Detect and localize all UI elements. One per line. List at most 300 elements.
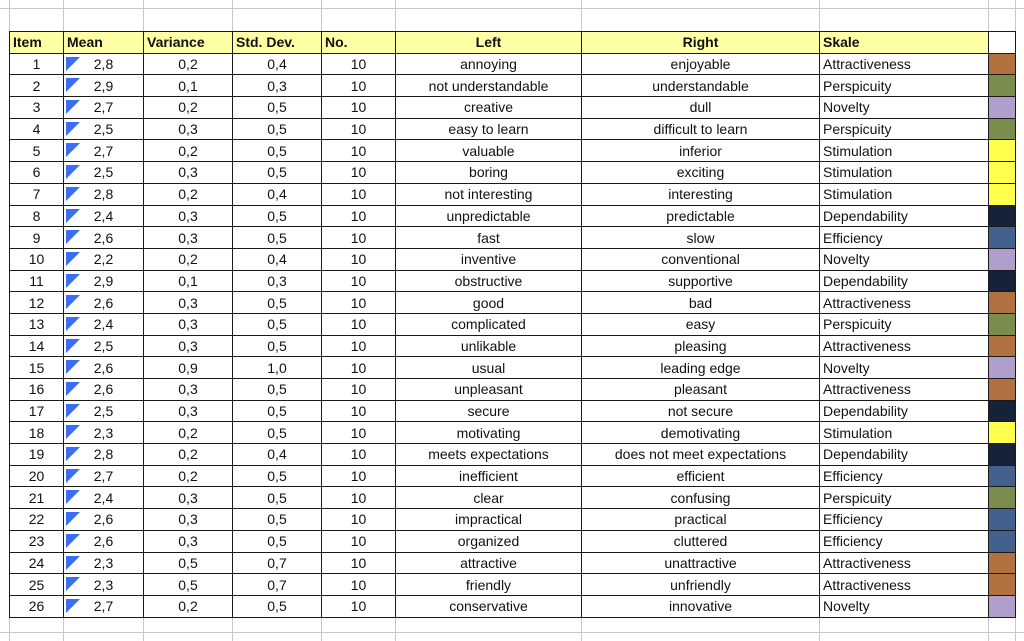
cell-no[interactable]: 10 [322,422,396,444]
cell-variance[interactable]: 0,2 [144,595,233,617]
comment-indicator-icon[interactable] [66,317,80,331]
comment-indicator-icon[interactable] [66,165,80,179]
cell-variance[interactable]: 0,3 [144,227,233,249]
cell-no[interactable]: 10 [322,140,396,162]
cell-variance[interactable]: 0,2 [144,140,233,162]
scale-color-swatch[interactable] [989,227,1016,249]
mean-value: 2,7 [93,468,114,485]
cell-left[interactable]: annoying [396,53,582,75]
cell-no[interactable]: 10 [322,292,396,314]
comment-indicator-icon[interactable] [66,404,80,418]
cell-skale[interactable]: Attractiveness [820,574,989,596]
cell-left[interactable]: meets expectations [396,444,582,466]
scale-color-swatch[interactable] [989,552,1016,574]
comment-indicator-icon[interactable] [66,143,80,157]
cell-std-dev[interactable]: 0,5 [233,335,322,357]
mean-value: 2,6 [93,294,114,311]
header-right[interactable]: Right [582,32,820,54]
cell-item[interactable]: 13 [10,313,64,335]
table-row [10,248,1016,270]
cell-skale[interactable]: Dependability [820,444,989,466]
cell-mean[interactable] [64,162,144,184]
cell-mean[interactable] [64,97,144,119]
cell-no[interactable]: 10 [322,270,396,292]
scale-color-swatch[interactable] [989,357,1016,379]
cell-right[interactable]: unattractive [582,552,820,574]
table-row [10,313,1016,335]
cell-variance[interactable]: 0,2 [144,97,233,119]
cell-left[interactable]: clear [396,487,582,509]
cell-right[interactable]: conventional [582,248,820,270]
cell-no[interactable]: 10 [322,465,396,487]
scale-color-swatch[interactable] [989,487,1016,509]
cell-no[interactable]: 10 [322,574,396,596]
cell-mean[interactable] [64,75,144,97]
cell-right[interactable]: confusing [582,487,820,509]
cell-skale[interactable]: Efficiency [820,227,989,249]
cell-left[interactable]: unpredictable [396,205,582,227]
header-mean[interactable]: Mean [64,32,144,54]
cell-right[interactable]: efficient [582,465,820,487]
table-row [10,270,1016,292]
cell-right[interactable]: practical [582,509,820,531]
cell-std-dev[interactable]: 0,4 [233,248,322,270]
cell-item[interactable]: 19 [10,444,64,466]
scale-color-swatch[interactable] [989,270,1016,292]
comment-indicator-icon[interactable] [66,469,80,483]
cell-std-dev[interactable]: 0,5 [233,400,322,422]
cell-left[interactable]: usual [396,357,582,379]
cell-mean[interactable] [64,400,144,422]
cell-skale[interactable]: Stimulation [820,162,989,184]
cell-no[interactable]: 10 [322,227,396,249]
cell-std-dev[interactable]: 0,5 [233,118,322,140]
header-item[interactable]: Item [10,32,64,54]
cell-variance[interactable]: 0,3 [144,487,233,509]
cell-left[interactable]: organized [396,530,582,552]
cell-skale[interactable]: Efficiency [820,465,989,487]
cell-no[interactable]: 10 [322,357,396,379]
cell-variance[interactable]: 0,3 [144,335,233,357]
cell-mean[interactable] [64,422,144,444]
cell-left[interactable]: complicated [396,313,582,335]
scale-color-swatch[interactable] [989,335,1016,357]
cell-std-dev[interactable]: 0,5 [233,227,322,249]
cell-no[interactable]: 10 [322,53,396,75]
cell-right[interactable]: demotivating [582,422,820,444]
cell-std-dev[interactable]: 0,5 [233,162,322,184]
cell-std-dev[interactable]: 0,5 [233,509,322,531]
scale-color-swatch[interactable] [989,292,1016,314]
cell-no[interactable]: 10 [322,75,396,97]
cell-std-dev[interactable]: 0,3 [233,270,322,292]
cell-left[interactable]: boring [396,162,582,184]
mean-value: 2,6 [93,229,114,246]
cell-no[interactable]: 10 [322,530,396,552]
cell-right[interactable]: interesting [582,183,820,205]
cell-left[interactable]: not interesting [396,183,582,205]
comment-indicator-icon[interactable] [66,209,80,223]
cell-std-dev[interactable]: 0,4 [233,183,322,205]
cell-right[interactable]: inferior [582,140,820,162]
mean-value: 2,7 [93,142,114,159]
cell-item[interactable]: 17 [10,400,64,422]
header-std-dev[interactable]: Std. Dev. [233,32,322,54]
table-row [10,357,1016,379]
cell-item[interactable]: 3 [10,97,64,119]
mean-value: 2,7 [93,598,114,615]
cell-std-dev[interactable]: 0,5 [233,422,322,444]
cell-no[interactable]: 10 [322,335,396,357]
scale-color-swatch[interactable] [989,313,1016,335]
cell-no[interactable]: 10 [322,162,396,184]
cell-no[interactable]: 10 [322,183,396,205]
comment-indicator-icon[interactable] [66,577,80,591]
cell-variance[interactable]: 0,1 [144,75,233,97]
cell-std-dev[interactable]: 0,3 [233,75,322,97]
cell-variance[interactable]: 0,3 [144,509,233,531]
comment-indicator-icon[interactable] [66,599,80,613]
cell-no[interactable]: 10 [322,118,396,140]
mean-value: 2,6 [93,381,114,398]
cell-right[interactable]: leading edge [582,357,820,379]
cell-left[interactable]: friendly [396,574,582,596]
cell-skale[interactable]: Novelty [820,97,989,119]
cell-item[interactable]: 18 [10,422,64,444]
table-row [10,400,1016,422]
cell-variance[interactable]: 0,2 [144,465,233,487]
cell-mean[interactable] [64,465,144,487]
mean-value: 2,5 [93,121,114,138]
table-row [10,552,1016,574]
cell-left[interactable]: conservative [396,595,582,617]
scale-color-swatch[interactable] [989,183,1016,205]
cell-mean[interactable] [64,53,144,75]
cell-std-dev[interactable]: 0,5 [233,140,322,162]
cell-std-dev[interactable]: 1,0 [233,357,322,379]
header-color[interactable] [989,32,1016,54]
cell-left[interactable]: impractical [396,509,582,531]
comment-indicator-icon[interactable] [66,339,80,353]
mean-value: 2,3 [93,554,114,571]
cell-no[interactable]: 10 [322,487,396,509]
cell-variance[interactable]: 0,3 [144,118,233,140]
comment-indicator-icon[interactable] [66,425,80,439]
table-row [10,75,1016,97]
cell-std-dev[interactable]: 0,5 [233,530,322,552]
comment-indicator-icon[interactable] [66,100,80,114]
cell-right[interactable]: easy [582,313,820,335]
scale-color-swatch[interactable] [989,97,1016,119]
cell-skale[interactable]: Perspicuity [820,313,989,335]
cell-right[interactable]: pleasant [582,379,820,401]
cell-item[interactable]: 25 [10,574,64,596]
cell-no[interactable]: 10 [322,444,396,466]
cell-skale[interactable]: Attractiveness [820,379,989,401]
cell-mean[interactable] [64,183,144,205]
cell-right[interactable]: cluttered [582,530,820,552]
cell-mean[interactable] [64,444,144,466]
comment-indicator-icon[interactable] [66,187,80,201]
cell-variance[interactable]: 0,3 [144,400,233,422]
cell-right[interactable]: slow [582,227,820,249]
cell-mean[interactable] [64,313,144,335]
cell-item[interactable]: 2 [10,75,64,97]
cell-right[interactable]: pleasing [582,335,820,357]
cell-variance[interactable]: 0,5 [144,552,233,574]
cell-mean[interactable] [64,118,144,140]
cell-no[interactable]: 10 [322,379,396,401]
cell-skale[interactable]: Attractiveness [820,292,989,314]
cell-std-dev[interactable]: 0,5 [233,595,322,617]
comment-indicator-icon[interactable] [66,512,80,526]
cell-std-dev[interactable]: 0,5 [233,292,322,314]
cell-skale[interactable]: Attractiveness [820,335,989,357]
cell-skale[interactable]: Stimulation [820,183,989,205]
table-row [10,444,1016,466]
cell-skale[interactable]: Attractiveness [820,53,989,75]
cell-mean[interactable] [64,595,144,617]
cell-variance[interactable]: 0,5 [144,574,233,596]
cell-mean[interactable] [64,379,144,401]
cell-mean[interactable] [64,509,144,531]
cell-variance[interactable]: 0,3 [144,162,233,184]
scale-color-swatch[interactable] [989,140,1016,162]
cell-mean[interactable] [64,270,144,292]
cell-left[interactable]: creative [396,97,582,119]
cell-variance[interactable]: 0,9 [144,357,233,379]
cell-std-dev[interactable]: 0,5 [233,205,322,227]
cell-left[interactable]: inefficient [396,465,582,487]
cell-right[interactable]: predictable [582,205,820,227]
cell-mean[interactable] [64,140,144,162]
cell-std-dev[interactable]: 0,4 [233,444,322,466]
cell-no[interactable]: 10 [322,509,396,531]
cell-variance[interactable]: 0,2 [144,183,233,205]
cell-variance[interactable]: 0,3 [144,205,233,227]
scale-color-swatch[interactable] [989,118,1016,140]
table-row [10,574,1016,596]
mean-value: 2,3 [93,424,114,441]
scale-color-swatch[interactable] [989,422,1016,444]
cell-left[interactable]: obstructive [396,270,582,292]
comment-indicator-icon[interactable] [66,295,80,309]
comment-indicator-icon[interactable] [66,230,80,244]
cell-variance[interactable]: 0,3 [144,530,233,552]
table-row [10,118,1016,140]
cell-item[interactable]: 10 [10,248,64,270]
cell-std-dev[interactable]: 0,5 [233,313,322,335]
cell-no[interactable]: 10 [322,97,396,119]
cell-skale[interactable]: Efficiency [820,509,989,531]
scale-color-swatch[interactable] [989,75,1016,97]
cell-right[interactable]: innovative [582,595,820,617]
cell-skale[interactable]: Stimulation [820,422,989,444]
cell-left[interactable]: valuable [396,140,582,162]
cell-mean[interactable] [64,487,144,509]
gridline [0,8,1024,9]
comment-indicator-icon[interactable] [66,57,80,71]
cell-left[interactable]: not understandable [396,75,582,97]
cell-skale[interactable]: Efficiency [820,530,989,552]
scale-color-swatch[interactable] [989,400,1016,422]
cell-right[interactable]: does not meet expectations [582,444,820,466]
table-row [10,487,1016,509]
cell-no[interactable]: 10 [322,595,396,617]
comment-indicator-icon[interactable] [66,252,80,266]
comment-indicator-icon[interactable] [66,78,80,92]
cell-right[interactable]: unfriendly [582,574,820,596]
cell-right[interactable]: supportive [582,270,820,292]
cell-item[interactable]: 24 [10,552,64,574]
cell-mean[interactable] [64,335,144,357]
cell-skale[interactable]: Dependability [820,205,989,227]
cell-std-dev[interactable]: 0,7 [233,574,322,596]
cell-item[interactable]: 22 [10,509,64,531]
cell-skale[interactable]: Perspicuity [820,487,989,509]
cell-item[interactable]: 26 [10,595,64,617]
cell-variance[interactable]: 0,2 [144,53,233,75]
scale-color-swatch[interactable] [989,574,1016,596]
scale-color-swatch[interactable] [989,595,1016,617]
cell-std-dev[interactable]: 0,5 [233,487,322,509]
cell-item[interactable]: 21 [10,487,64,509]
cell-right[interactable]: dull [582,97,820,119]
scale-color-swatch[interactable] [989,465,1016,487]
cell-left[interactable]: easy to learn [396,118,582,140]
cell-right[interactable]: understandable [582,75,820,97]
cell-item[interactable]: 20 [10,465,64,487]
cell-left[interactable]: attractive [396,552,582,574]
cell-item[interactable]: 4 [10,118,64,140]
table-row [10,465,1016,487]
comment-indicator-icon[interactable] [66,534,80,548]
cell-skale[interactable]: Novelty [820,357,989,379]
cell-std-dev[interactable]: 0,5 [233,465,322,487]
cell-no[interactable]: 10 [322,248,396,270]
scale-color-swatch[interactable] [989,530,1016,552]
cell-item[interactable]: 6 [10,162,64,184]
cell-mean[interactable] [64,530,144,552]
cell-mean[interactable] [64,227,144,249]
cell-left[interactable]: good [396,292,582,314]
cell-std-dev[interactable]: 0,5 [233,97,322,119]
cell-mean[interactable] [64,574,144,596]
cell-skale[interactable]: Stimulation [820,140,989,162]
cell-right[interactable]: bad [582,292,820,314]
scale-color-swatch[interactable] [989,509,1016,531]
cell-std-dev[interactable]: 0,5 [233,379,322,401]
comment-indicator-icon[interactable] [66,122,80,136]
cell-item[interactable]: 9 [10,227,64,249]
comment-indicator-icon[interactable] [66,490,80,504]
cell-no[interactable]: 10 [322,205,396,227]
scale-color-swatch[interactable] [989,53,1016,75]
cell-item[interactable]: 14 [10,335,64,357]
cell-right[interactable]: exciting [582,162,820,184]
table-row [10,140,1016,162]
cell-no[interactable]: 10 [322,552,396,574]
cell-variance[interactable]: 0,3 [144,313,233,335]
mean-value: 2,4 [93,207,114,224]
table-row [10,422,1016,444]
cell-item[interactable]: 12 [10,292,64,314]
cell-skale[interactable]: Attractiveness [820,552,989,574]
scale-color-swatch[interactable] [989,379,1016,401]
cell-variance[interactable]: 0,3 [144,379,233,401]
cell-left[interactable]: inventive [396,248,582,270]
cell-left[interactable]: secure [396,400,582,422]
mean-value: 2,8 [93,446,114,463]
cell-skale[interactable]: Novelty [820,595,989,617]
cell-item[interactable]: 23 [10,530,64,552]
cell-mean[interactable] [64,292,144,314]
header-skale[interactable]: Skale [820,32,989,54]
scale-color-swatch[interactable] [989,162,1016,184]
cell-item[interactable]: 7 [10,183,64,205]
cell-skale[interactable]: Dependability [820,400,989,422]
cell-skale[interactable]: Novelty [820,248,989,270]
mean-value: 2,4 [93,316,114,333]
cell-left[interactable]: fast [396,227,582,249]
cell-mean[interactable] [64,205,144,227]
header-variance[interactable]: Variance [144,32,233,54]
cell-skale[interactable]: Perspicuity [820,75,989,97]
scale-color-swatch[interactable] [989,444,1016,466]
cell-right[interactable]: difficult to learn [582,118,820,140]
cell-right[interactable]: enjoyable [582,53,820,75]
cell-mean[interactable] [64,248,144,270]
cell-std-dev[interactable]: 0,7 [233,552,322,574]
cell-variance[interactable]: 0,2 [144,422,233,444]
header-no[interactable]: No. [322,32,396,54]
cell-left[interactable]: unpleasant [396,379,582,401]
comment-indicator-icon[interactable] [66,556,80,570]
cell-skale[interactable]: Dependability [820,270,989,292]
comment-indicator-icon[interactable] [66,274,80,288]
mean-value: 2,4 [93,489,114,506]
table-row [10,162,1016,184]
cell-item[interactable]: 5 [10,140,64,162]
cell-item[interactable]: 15 [10,357,64,379]
scale-color-swatch[interactable] [989,205,1016,227]
table-row [10,379,1016,401]
cell-variance[interactable]: 0,2 [144,248,233,270]
cell-left[interactable]: motivating [396,422,582,444]
mean-value: 2,6 [93,533,114,550]
cell-no[interactable]: 10 [322,313,396,335]
comment-indicator-icon[interactable] [66,447,80,461]
cell-item[interactable]: 11 [10,270,64,292]
cell-no[interactable]: 10 [322,400,396,422]
cell-std-dev[interactable]: 0,4 [233,53,322,75]
cell-variance[interactable]: 0,2 [144,444,233,466]
comment-indicator-icon[interactable] [66,382,80,396]
cell-skale[interactable]: Perspicuity [820,118,989,140]
cell-variance[interactable]: 0,1 [144,270,233,292]
cell-mean[interactable] [64,552,144,574]
cell-left[interactable]: unlikable [396,335,582,357]
cell-item[interactable]: 1 [10,53,64,75]
cell-variance[interactable]: 0,3 [144,292,233,314]
header-left[interactable]: Left [396,32,582,54]
comment-indicator-icon[interactable] [66,360,80,374]
cell-item[interactable]: 8 [10,205,64,227]
scale-color-swatch[interactable] [989,248,1016,270]
cell-right[interactable]: not secure [582,400,820,422]
cell-mean[interactable] [64,357,144,379]
cell-item[interactable]: 16 [10,379,64,401]
